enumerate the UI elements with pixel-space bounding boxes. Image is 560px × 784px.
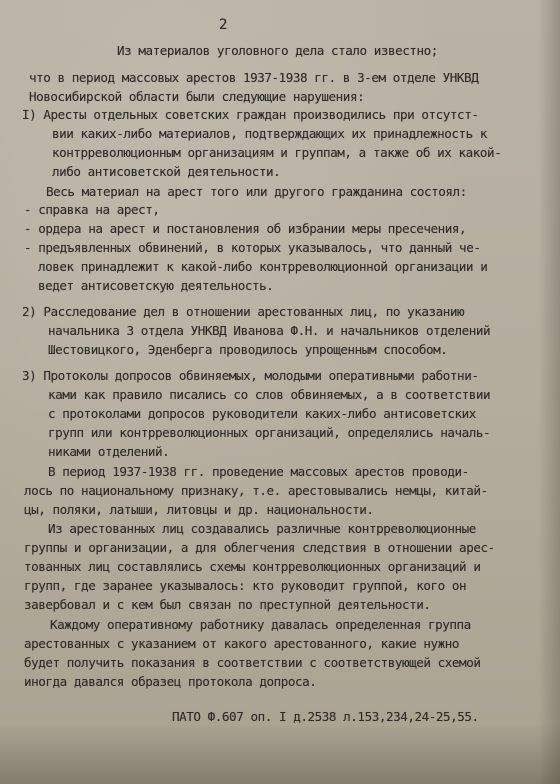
intro-line: Из материалов уголовного дела стало известно; <box>117 43 438 58</box>
text-line: Шестовицкого, Эденберга проводилось упрощенным способом. <box>48 342 448 357</box>
text-line: что в период массовых арестов 1937-1938 гг. в 3-ем отделе УНКВД <box>29 70 479 85</box>
text-line: завербовал и с кем был связан по преступной деятельности. <box>24 597 431 612</box>
text-line: тованных лиц составлялись схемы контрреволюционных организаций и <box>24 559 481 574</box>
page-number: 2 <box>219 17 228 33</box>
text-line: арестованных с указанием от какого арестованного, какие нужно <box>24 636 460 651</box>
text-line: Новосибирской области были следующие нарушения: <box>29 89 365 104</box>
item-1-line: I) Аресты отдельных советских граждан производились при отсутст- <box>22 107 479 122</box>
text-line: Из арестованных лиц создавались различные контрреволюционные <box>48 521 476 536</box>
text-line: начальника 3 отдела УНКВД Иванова Ф.Н. и начальников отделений <box>48 323 491 338</box>
text-line: контрреволюционным организациям и группам, а также об их какой- <box>52 145 502 160</box>
bullet-line: - ордера на арест и постановления об избрании меры пресечения, <box>24 221 467 236</box>
page-bottom-shadow <box>0 724 560 784</box>
text-line: ловек принадлежит к какой-либо контрреволюционной организации и <box>38 259 488 274</box>
text-line: цы, поляки, латыши, литовцы и др. национальности. <box>24 502 374 517</box>
text-line: В период 1937-1938 гг. проведение массовых арестов проводи- <box>48 464 469 479</box>
text-line: ведет антисоветскую деятельность. <box>38 278 274 293</box>
text-line: лось по национальному признаку, т.е. арестовывались немцы, китай- <box>24 483 488 498</box>
text-line: групп или контрреволюционных организаций, определялись началь- <box>48 425 491 440</box>
item-3-line: 3) Протоколы допросов обвиняемых, молодыми оперативными работни- <box>22 368 479 383</box>
item-2-line: 2) Расследование дел в отношении арестованных лиц, по указанию <box>22 304 465 319</box>
text-line: Весь материал на арест того или другого гражданина состоял: <box>46 184 467 199</box>
text-line: ками как правило писались со слов обвиняемых, а в соответствии <box>48 387 491 402</box>
text-line: группы и организации, а для облегчения следствия в отношении арес- <box>24 540 495 555</box>
text-line: с протоколами допросов руководители каких-либо антисоветских <box>48 406 476 421</box>
text-line: либо антисоветской деятельности. <box>52 164 281 179</box>
bullet-line: - предъявленных обвинений, в которых указывалось, что данный че- <box>24 240 481 255</box>
text-line: групп, где заранее указывалось: кто руководит группой, кого он <box>24 578 467 593</box>
page-edge-shadow <box>538 0 560 784</box>
text-line: вии каких-либо материалов, подтверждающих их принадлежность к <box>52 126 488 141</box>
archive-reference: ПАТО Ф.607 оп. I д.2538 л.153,234,24-25,55. <box>172 709 479 724</box>
text-line: Каждому оперативному работнику давалась определенная группа <box>50 617 471 632</box>
bullet-line: - справка на арест, <box>24 202 160 217</box>
text-line: никами отделений. <box>48 444 170 459</box>
text-line: иногда давался образец протокола допроса. <box>24 674 317 689</box>
text-line: будет получить показания в соответствии с соответствующей схемой <box>24 655 481 670</box>
